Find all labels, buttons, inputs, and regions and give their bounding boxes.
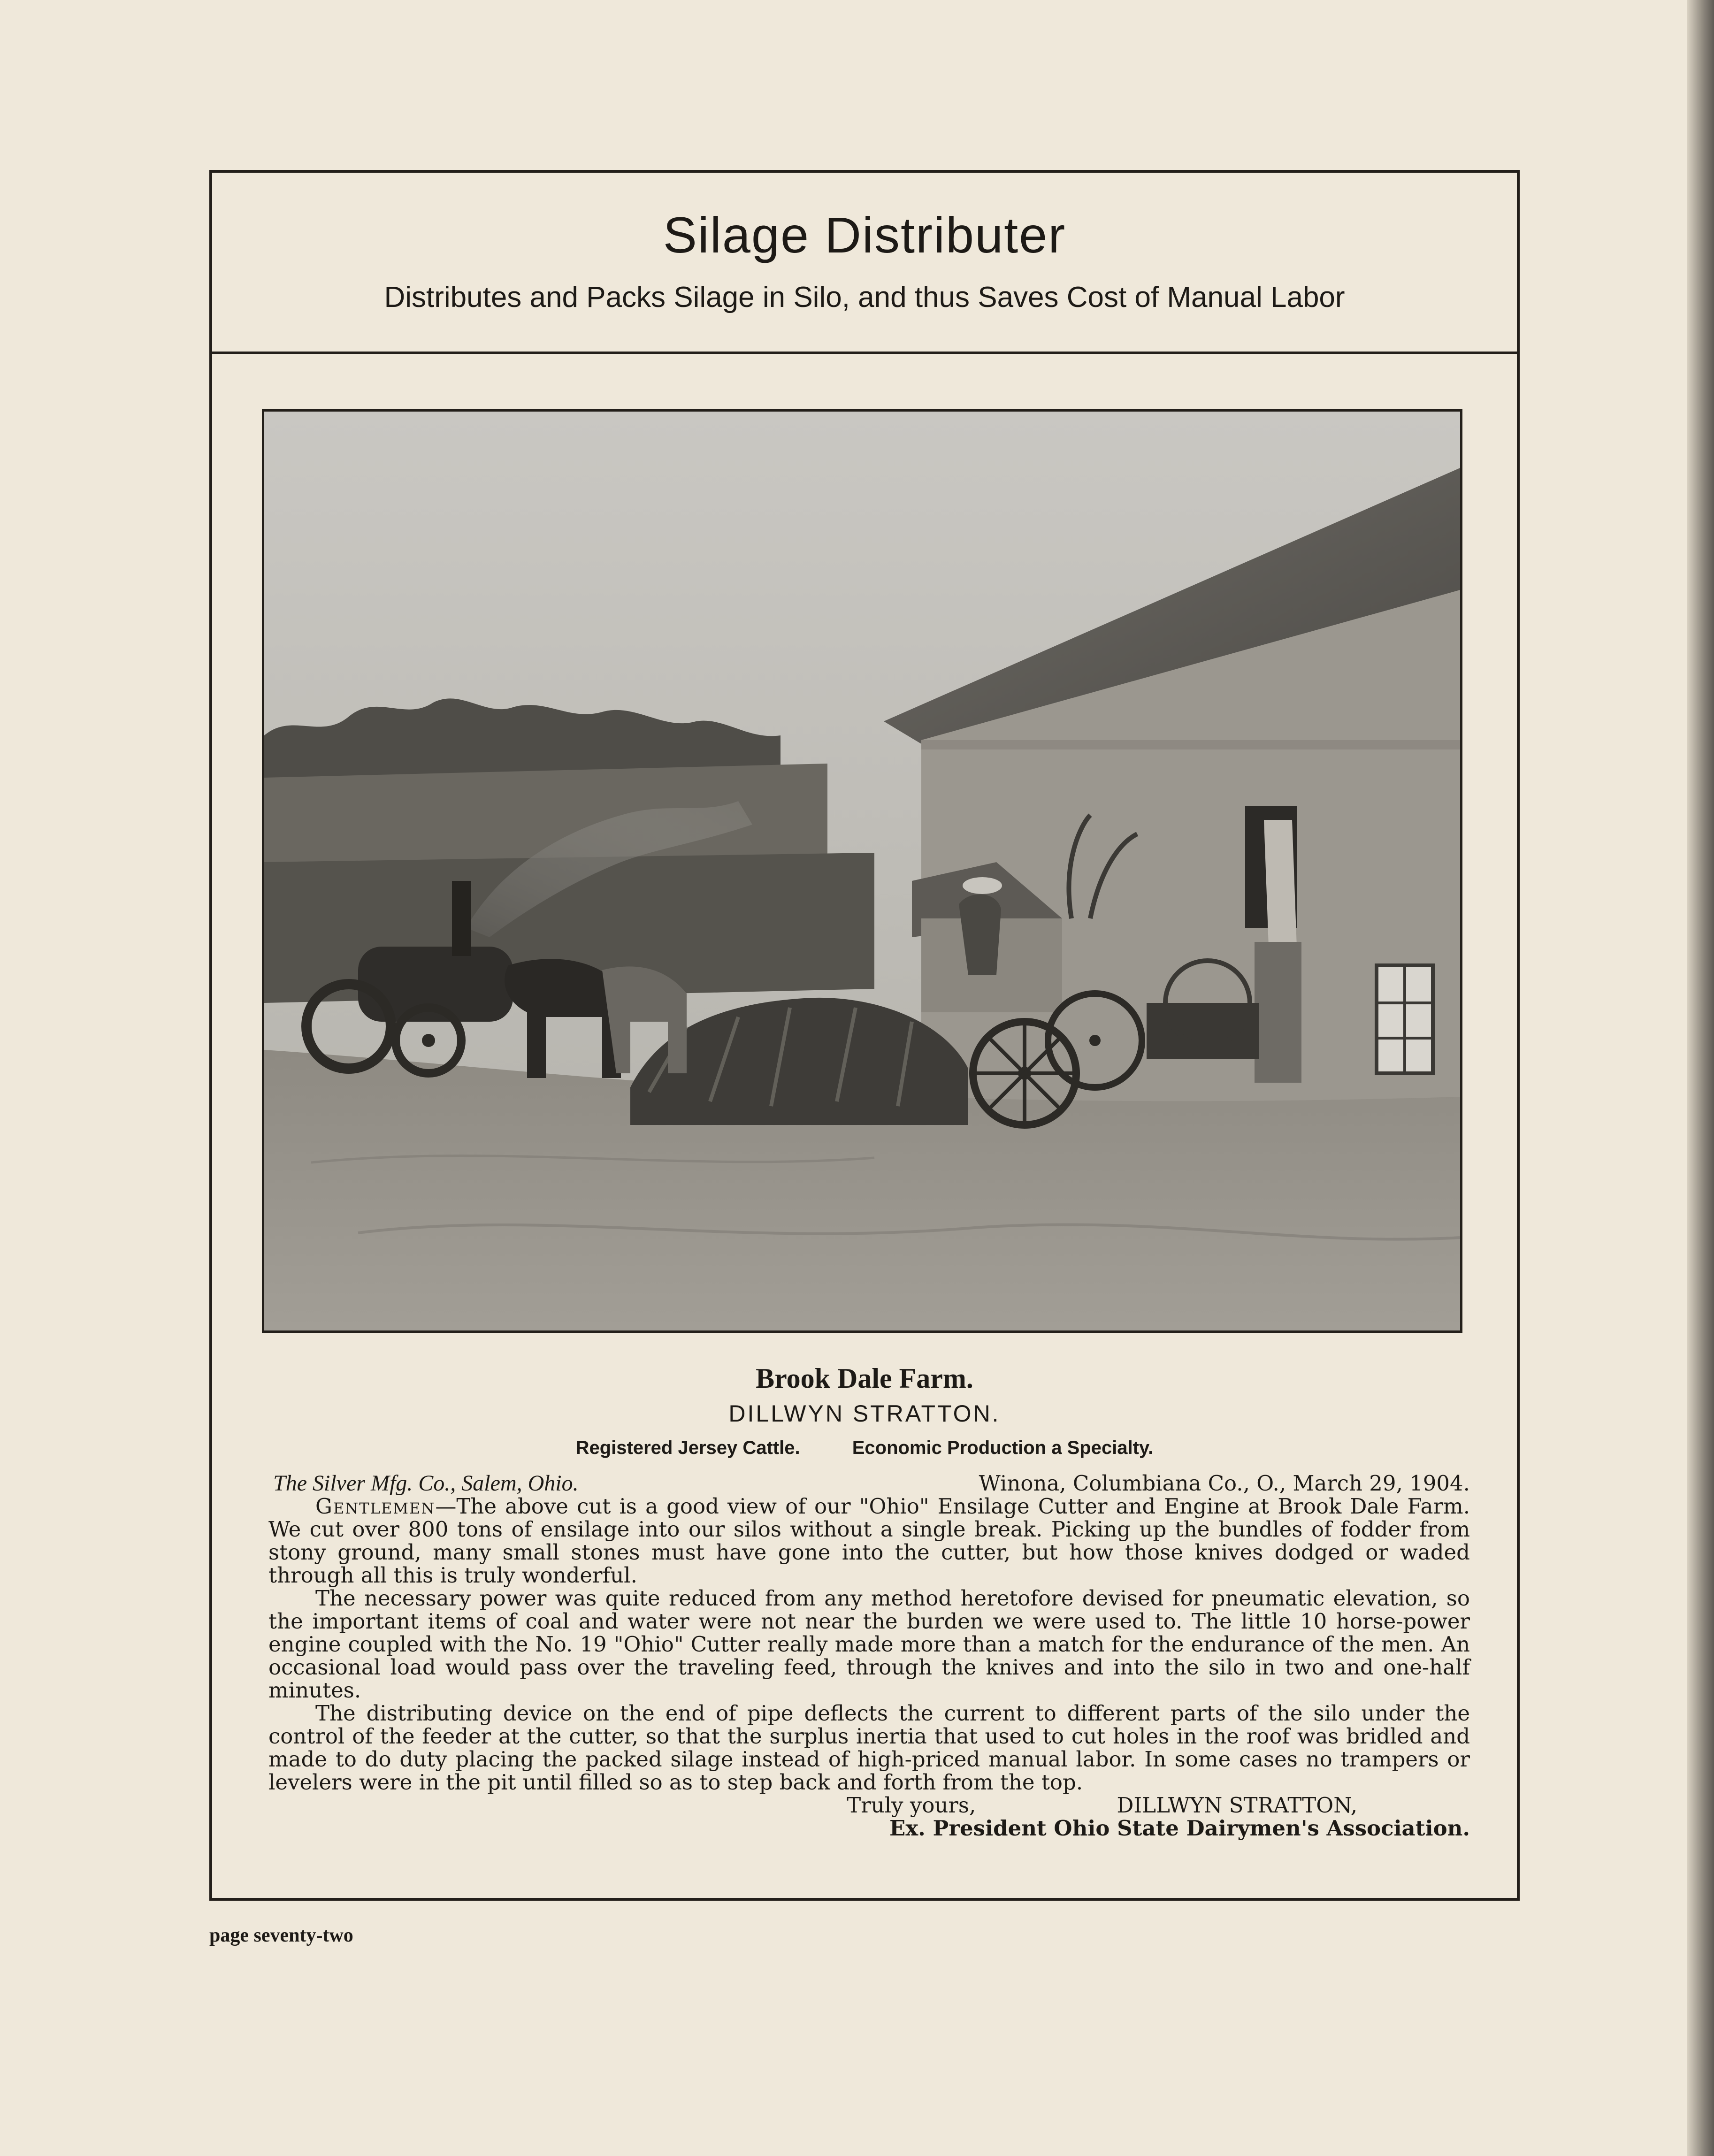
farm-photograph — [262, 409, 1462, 1333]
letter-addressee: The Silver Mfg. Co., Salem, Ohio. — [273, 1471, 579, 1496]
letter-paragraph-1 — [268, 1495, 1470, 1587]
caption-tag-cattle: Registered Jersey Cattle. — [575, 1437, 800, 1458]
page-subtitle: Distributes and Packs Silage in Silo, and thus Saves Cost of Manual Labor — [384, 281, 1345, 313]
letter-signature-title: Ex. President Ohio State Dairymen's Association. — [889, 1816, 1470, 1841]
letter-paragraph-1-text: —The above cut is a good view of our "Ohio" Ensilage Cutter and Engine at Brook Dale Farm. We cut over 800 tons of ensilage into our silos without a single break. Picking up the bundles of fodder from stony ground, many small stones must have gone into the cutter, but how those knives dodged or waded through all this is truly wonderful. — [268, 1494, 1470, 1588]
testimonial-letter — [268, 1472, 1470, 1840]
letter-salutation: Gentlemen — [315, 1494, 436, 1519]
caption-owner-name: DILLWYN STRATTON. — [728, 1400, 1001, 1427]
letter-heading — [268, 1472, 1470, 1495]
caption-farm-name: Brook Dale Farm. — [756, 1363, 973, 1394]
page-edge-shadow — [1687, 0, 1714, 2156]
page-title: Silage Distributer — [663, 206, 1066, 263]
caption-tag-production: Economic Production a Specialty. — [852, 1437, 1154, 1458]
letter-dateline: Winona, Columbiana Co., O., March 29, 1904. — [979, 1471, 1470, 1496]
advertisement-frame — [209, 170, 1520, 1901]
caption-specialties — [212, 1437, 1517, 1459]
page-number: page seventy-two — [209, 1925, 353, 1946]
letter-signature: DILLWYN STRATTON, — [1117, 1793, 1357, 1818]
letter-paragraph-3: The distributing device on the end of pipe deflects the current to different parts of the silo under the control of the feeder at the cutter, so that the surplus inertia that used to cut holes in the roof was bridled and made to do duty placing the packed silage instead of high-priced manual labor. In some cases no trampers or levelers were in the pit until filled so as to step back and forth from the top. — [268, 1701, 1470, 1795]
letter-paragraph-2: The necessary power was quite reduced from any method heretofore devised for pneumatic elevation, so the important items of coal and water were not near the burden we were used to. The little 10 horse-power engine coupled with the No. 19 "Ohio" Cutter really made more than a match for the endurance of the men. An occasional load would pass over the traveling feed, through the knives and into the silo in two and one-half minutes. — [268, 1586, 1470, 1703]
letter-signoff — [268, 1794, 1470, 1817]
letter-closing: Truly yours, — [847, 1793, 976, 1818]
header-box — [212, 173, 1517, 354]
